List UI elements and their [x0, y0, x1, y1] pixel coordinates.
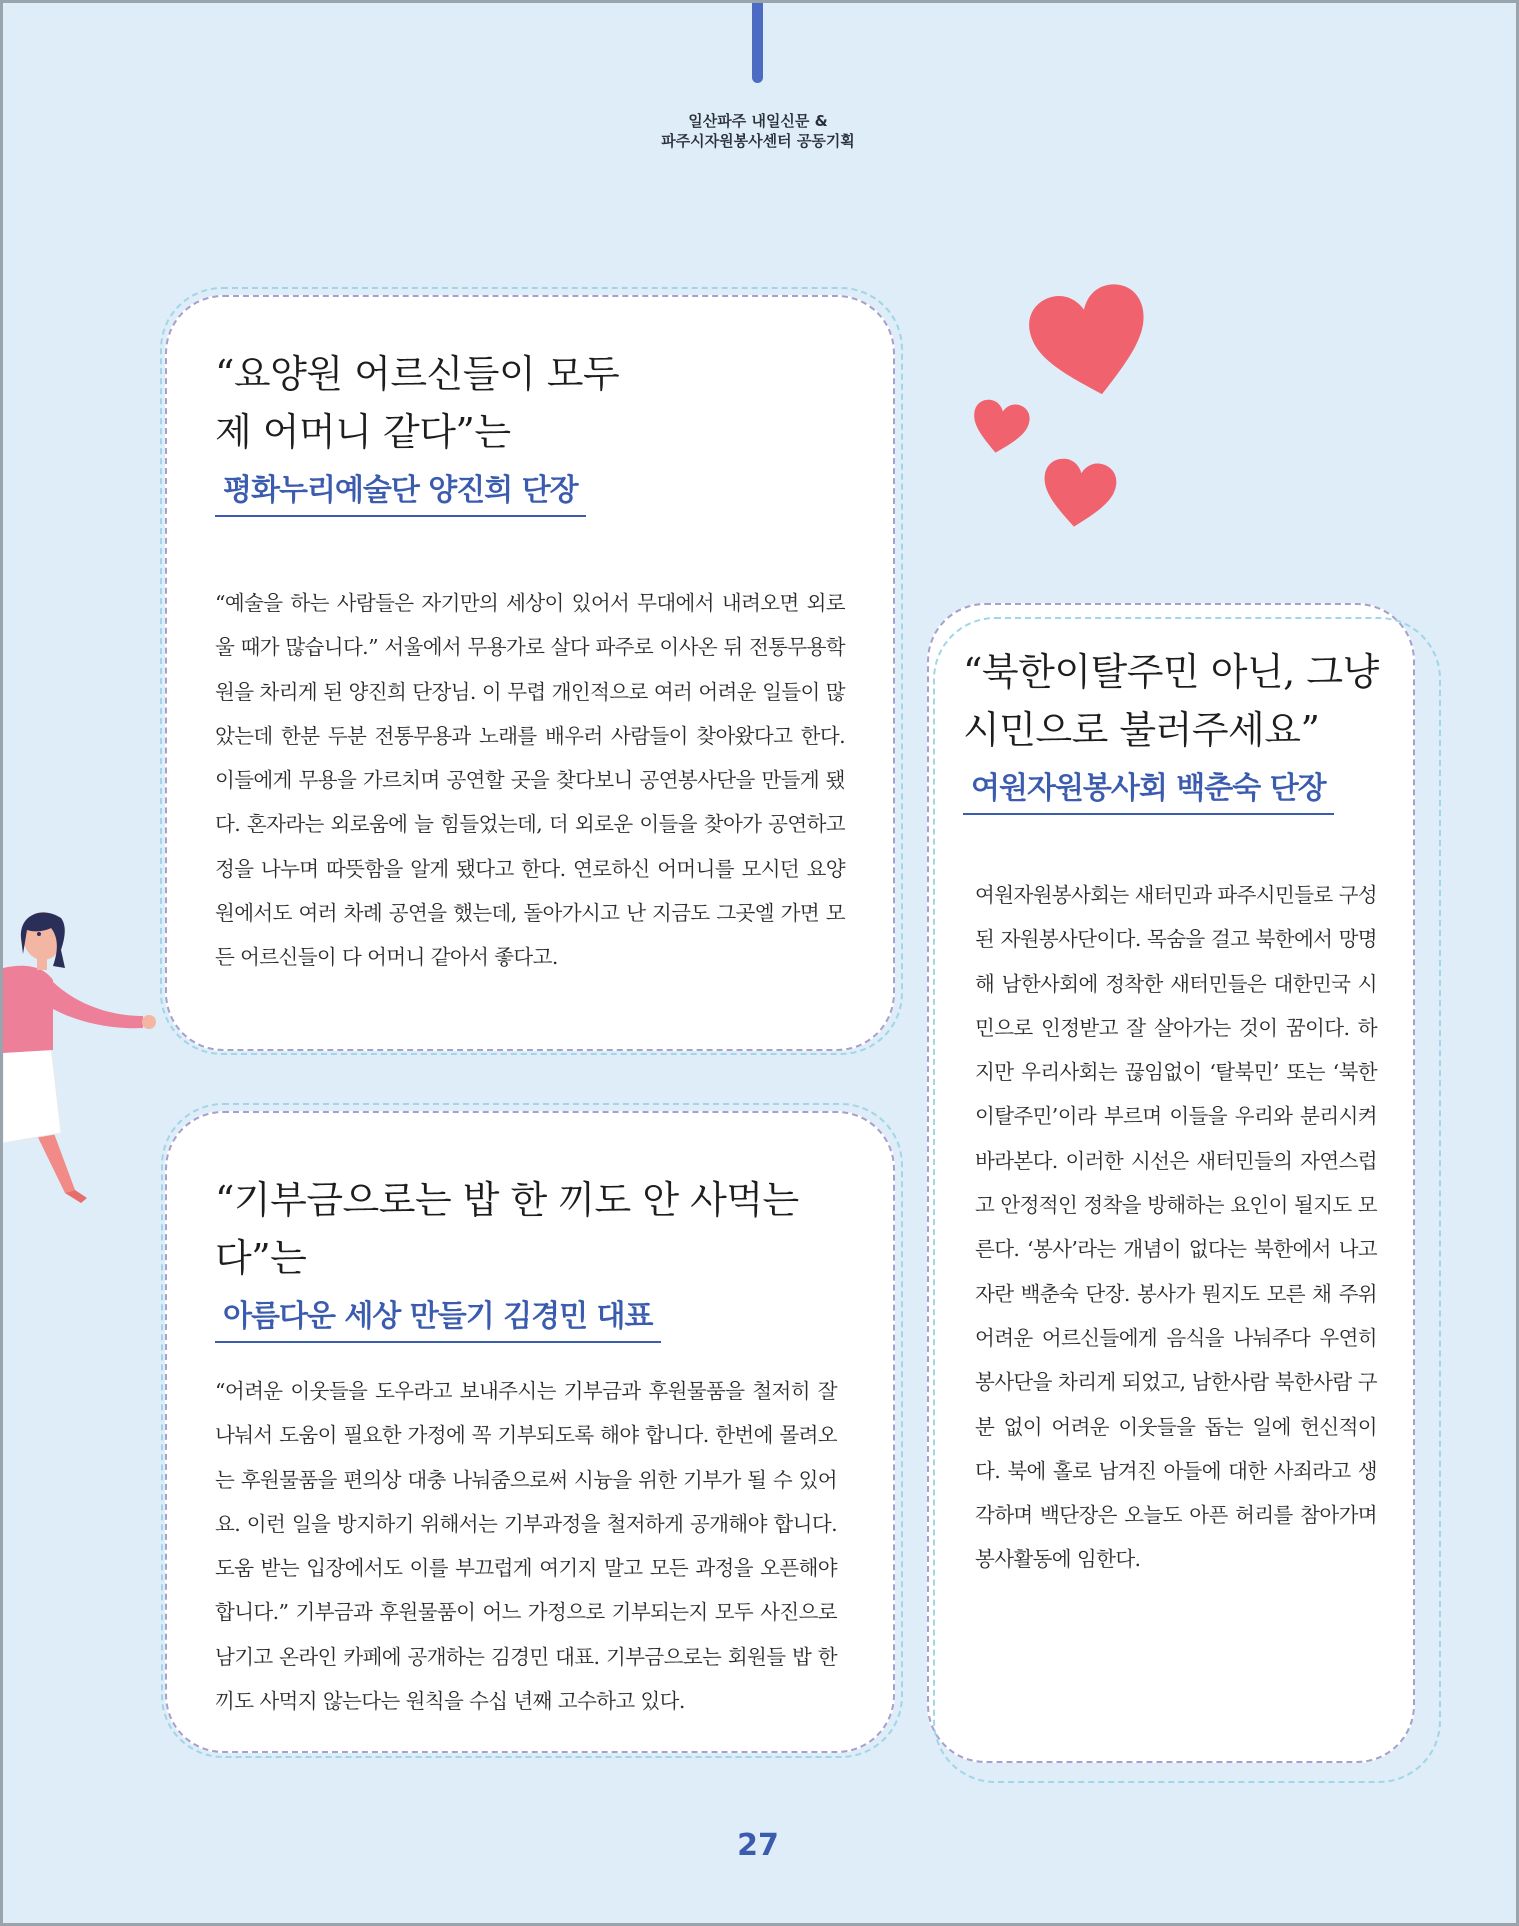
page-number: 27 — [737, 1828, 779, 1863]
woman-illustration — [3, 908, 163, 1208]
article-2-body: “어려운 이웃들을 도우라고 보내주시는 기부금과 후원물품을 철저히 잘 나눠서 도움이 필요한 가정에 꼭 기부되도록 해야 합니다. 한번에 몰려오는 후원물품을 편의상 대충 나눠줌으로써 시늉을 위한 기부가 될 수 있어요. 이런 일을 방지하기 위해서는 기부과정을 철저하게 공개해야 합니다. 도움 받는 입장에서도 이를 부끄럽게 여기지 말고 모든 과정을 오픈해야 합니다.” 기부금과 후원물품이 어느 가정으로 기부되는지 모두 사진으로 남기고 온라인 카페에 공개하는 김경민 대표. 기부금으로는 회원들 밥 한 끼도 사먹지 않는다는 원칙을 수십 년째 고수하고 있다. — [215, 1379, 837, 1714]
page-header — [563, 111, 953, 151]
article-card-2 — [165, 1111, 895, 1753]
article-3-body: 여원자원봉사회는 새터민과 파주시민들로 구성된 자원봉사단이다. 목숨을 걸고 북한에서 망명해 남한사회에 정착한 새터민들은 대한민국 시민으로 인정받고 잘 살아가는 것이 꿈이다. 하지만 우리사회는 끊임없이 ‘탈북민’ 또는 ‘북한이탈주민’이라 부르며 이들을 우리와 분리시켜 바라본다. 이러한 시선은 새터민들의 자연스럽고 안정적인 정착을 방해하는 요인이 될지도 모른다. ‘봉사’라는 개념이 없다는 북한에서 나고 자란 백춘숙 단장. 봉사가 뭔지도 모른 채 주위 어려운 어르신들에게 음식을 나눠주다 우연히 봉사단을 차리게 되었고, 남한사람 북한사람 구분 없이 어려운 이웃들을 돕는 일에 헌신적이다. 북에 홀로 남겨진 아들에 대한 사죄라고 생각하며 백단장은 오늘도 아픈 허리를 참아가며 봉사활동에 임한다. — [975, 883, 1377, 1572]
article-1-title-line-2: 제 어머니 같다”는 — [215, 410, 511, 454]
article-3-title-line-1: “북한이탈주민 아닌, 그냥 — [963, 650, 1379, 694]
header-line-1: 일산파주 내일신문 & — [688, 112, 828, 130]
header-line-2: 파주시자원봉사센터 공동기획 — [661, 132, 855, 150]
article-card-3 — [927, 603, 1415, 1763]
article-1-body: “예술을 하는 사람들은 자기만의 세상이 있어서 무대에서 내려오면 외로울 때가 많습니다.” 서울에서 무용가로 살다 파주로 이사온 뒤 전통무용학원을 차리게 된 양진희 단장님. 이 무렵 개인적으로 여러 어려운 일들이 많았는데 한분 두분 전통무용과 노래를 배우러 사람들이 찾아왔다고 한다. 이들에게 무용을 가르치며 공연할 곳을 찾다보니 공연봉사단을 만들게 됐다. 혼자라는 외로움에 늘 힘들었는데, 더 외로운 이들을 찾아가 공연하고 정을 나누며 따뜻함을 알게 됐다고 한다. 연로하신 어머니를 모시던 요양원에서도 여러 차례 공연을 했는데, 돌아가시고 난 지금도 그곳엘 가면 모든 어르신들이 다 어머니 같아서 좋다고. — [215, 591, 845, 970]
article-1-title-line-1: “요양원 어르신들이 모두 — [215, 352, 620, 396]
article-2-subtitle: 아름다운 세상 만들기 김경민 대표 — [215, 1291, 661, 1343]
heart-icon-medium — [1041, 458, 1116, 530]
article-1-subtitle: 평화누리예술단 양진희 단장 — [215, 465, 586, 517]
article-card-1 — [165, 295, 895, 1051]
top-accent-bar — [752, 3, 763, 83]
heart-icon-small — [971, 400, 1029, 455]
article-2-title: “기부금으로는 밥 한 끼도 안 사먹는다”는 — [215, 1178, 799, 1280]
article-3-title-line-2: 시민으로 불러주세요” — [963, 708, 1320, 752]
article-3-subtitle: 여원자원봉사회 백춘숙 단장 — [963, 763, 1334, 815]
heart-icon-large — [1031, 285, 1151, 400]
